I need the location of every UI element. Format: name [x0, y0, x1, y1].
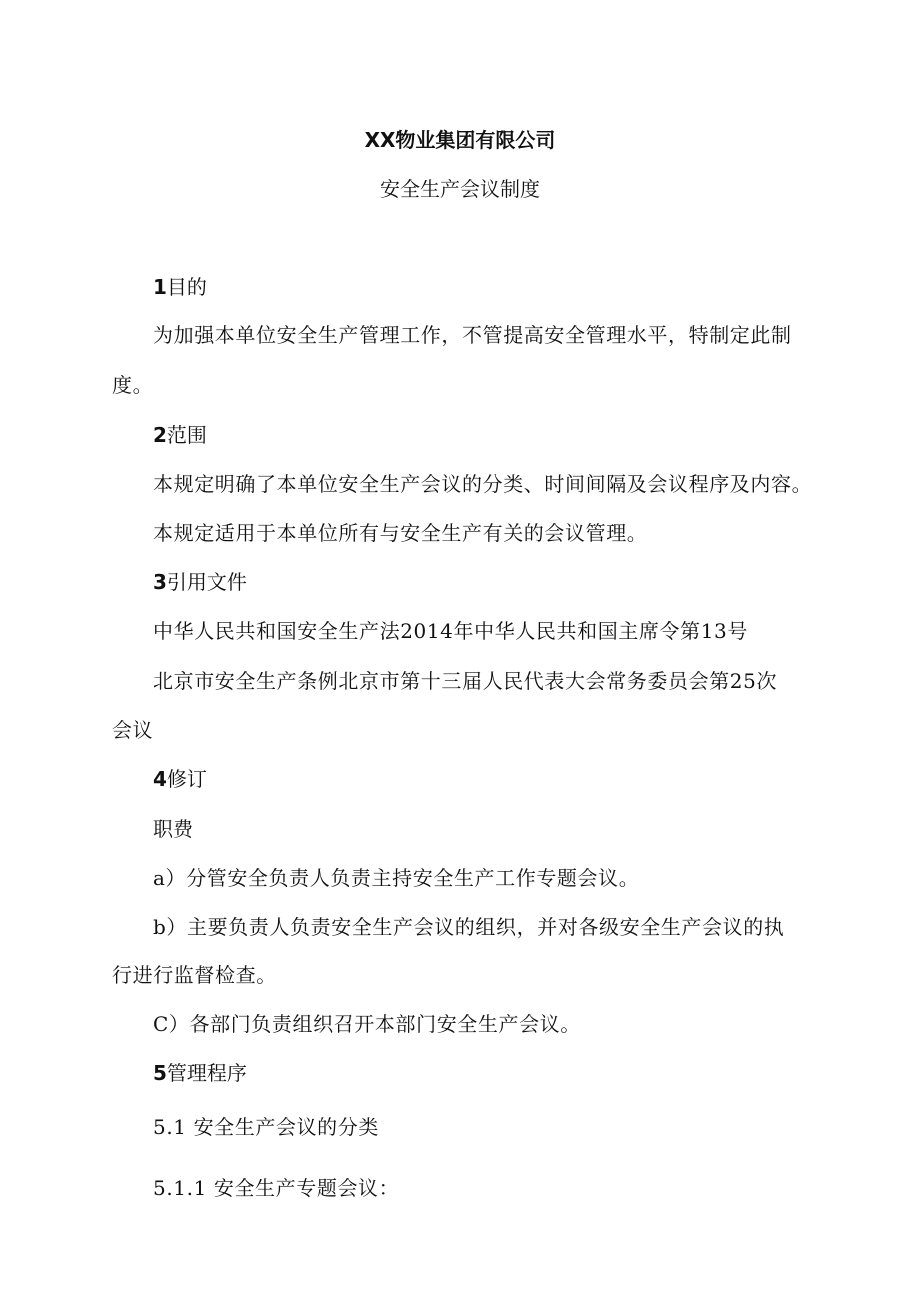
section-2-paragraph-2: 本规定适用于本单位所有与安全生产有关的会议管理。	[153, 521, 648, 545]
section-4-title: 修订	[166, 767, 207, 791]
section-4-heading	[153, 769, 207, 789]
company-title: XX物业集团有限公司	[364, 128, 556, 152]
reference-2-line-1: 北京市安全生产条例北京市第十三届人民代表大会常务委员会第25次	[153, 669, 778, 693]
reference-2-line-2: 会议	[112, 718, 154, 742]
section-1-line-2: 度。	[112, 373, 154, 397]
section-2-title: 范围	[166, 423, 207, 447]
section-3-title: 引用文件	[166, 570, 247, 594]
section-4-subheading: 职费	[153, 817, 193, 841]
section-3-number: 3	[153, 570, 167, 594]
duty-item-b-line-1: b）主要负责人负责安全生产会议的组织，并对各级安全生产会议的执	[153, 915, 785, 939]
section-4-number: 4	[153, 767, 167, 791]
section-5-title: 管理程序	[166, 1061, 247, 1085]
duty-item-b-line-2: 行进行监督检查。	[112, 963, 277, 987]
section-1-title: 目的	[166, 275, 207, 299]
section-5-heading	[153, 1063, 247, 1083]
duty-item-c: C）各部门负责组织召开本部门安全生产会议。	[153, 1012, 581, 1036]
section-1-number: 1	[153, 275, 167, 299]
section-2-paragraph-1: 本规定明确了本单位安全生产会议的分类、时间间隔及会议程序及内容。	[153, 472, 813, 496]
section-1-line-1: 为加强本单位安全生产管理工作，不管提高安全管理水平，特制定此制	[153, 323, 792, 347]
document-title: 安全生产会议制度	[380, 177, 540, 201]
section-3-heading	[153, 572, 247, 592]
reference-1: 中华人民共和国安全生产法2014年中华人民共和国主席令第13号	[153, 619, 748, 643]
duty-item-a: a）分管安全负责人负责主持安全生产工作专题会议。	[153, 866, 640, 890]
subsection-5-1: 5.1 安全生产会议的分类	[153, 1115, 379, 1139]
section-1-heading	[153, 277, 207, 297]
section-2-number: 2	[153, 423, 167, 447]
section-2-heading	[153, 425, 207, 445]
section-5-number: 5	[153, 1061, 167, 1085]
subsection-5-1-1: 5.1.1 安全生产专题会议：	[153, 1176, 400, 1200]
